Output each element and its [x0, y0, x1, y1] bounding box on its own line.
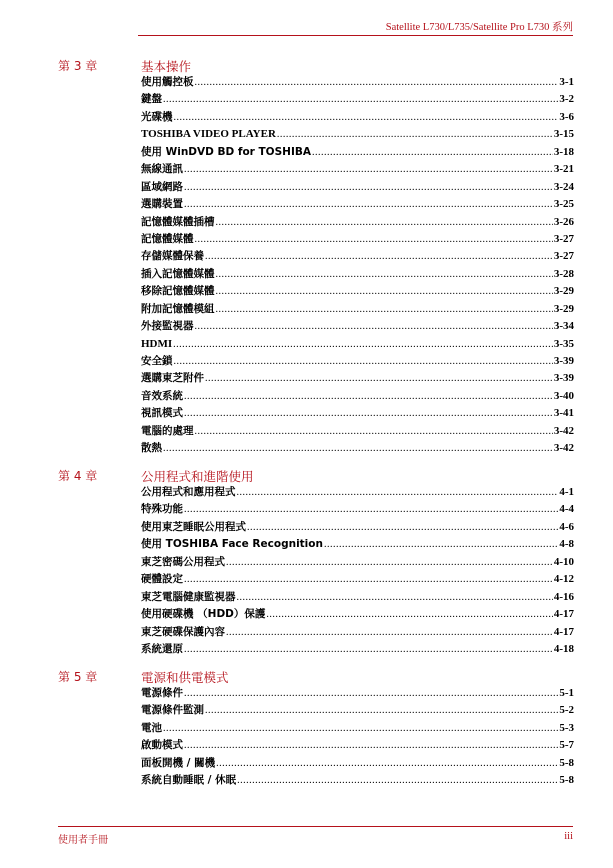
dot-leader	[184, 161, 553, 178]
toc-entry[interactable]	[141, 405, 574, 422]
dot-leader	[216, 755, 558, 772]
footer-manual-title: 使用者手冊	[58, 835, 108, 846]
toc-entry-page: 3-24	[553, 180, 574, 193]
toc-entry-label: 電源條件	[141, 687, 183, 699]
chapter-title[interactable]: 電源和供電模式	[141, 670, 229, 685]
toc-entry-label: 使用觸控板	[141, 76, 194, 88]
toc-entry-page: 3-40	[553, 389, 574, 402]
toc-entry-page: 4-8	[559, 538, 574, 551]
toc-entry-label: 散熱	[141, 442, 162, 455]
toc-entry-label: 啟動模式	[141, 739, 183, 752]
toc-entry-label: 電源條件監測	[141, 704, 204, 717]
toc-entry[interactable]	[141, 318, 574, 335]
dot-leader	[237, 484, 559, 501]
toc-entry-page: 3-42	[553, 442, 574, 455]
toc-entry-page: 4-1	[559, 486, 574, 498]
toc-entry-label: 附加記憶體模組	[141, 302, 215, 315]
toc-entry-page: 3-28	[553, 267, 574, 280]
toc-entry-label: 使用硬碟機 （HDD）保護	[141, 608, 266, 621]
toc-entry-page: 5-8	[559, 774, 574, 787]
toc-entry-label: 選購裝置	[141, 198, 183, 211]
toc-entry[interactable]	[141, 589, 574, 606]
toc-entry-label: 系統自動睡眠 / 休眠	[141, 774, 237, 787]
toc-entry[interactable]	[141, 641, 574, 658]
toc-entry[interactable]	[141, 702, 574, 719]
toc-entry[interactable]	[141, 144, 574, 161]
toc-entry[interactable]	[141, 720, 574, 737]
dot-leader	[216, 301, 553, 318]
toc-entry-label: 存儲媒體保養	[141, 250, 204, 263]
dot-leader	[312, 144, 553, 161]
toc-entry-page: 3-27	[553, 250, 574, 263]
dot-leader	[184, 179, 553, 196]
toc-entry[interactable]	[141, 283, 574, 300]
toc-entry-label: 選購東芝附件	[141, 372, 204, 385]
footer-divider	[58, 826, 573, 827]
toc-entry-page: 3-18	[553, 145, 574, 158]
toc-entry-label: 移除記憶體媒體	[141, 285, 215, 298]
toc-entry[interactable]	[141, 519, 574, 536]
toc-entry-label: 使用 WinDVD BD for TOSHIBA	[141, 145, 311, 158]
dot-leader	[195, 423, 553, 440]
dot-leader	[163, 440, 553, 457]
dot-leader	[184, 641, 553, 658]
toc-entry-label: 區域網路	[141, 180, 183, 193]
header-divider	[138, 35, 573, 36]
toc-entry-label: 電腦的處理	[141, 424, 194, 437]
toc-entry[interactable]	[141, 301, 574, 318]
toc-entry[interactable]	[141, 571, 574, 588]
toc-entry-label: 記憶體媒體	[141, 232, 194, 245]
toc-entry[interactable]	[141, 440, 574, 457]
toc-entry[interactable]	[141, 91, 574, 108]
dot-leader	[324, 536, 558, 553]
toc-entry-page: 5-1	[559, 687, 574, 699]
toc-entry[interactable]	[141, 266, 574, 283]
toc-entry[interactable]	[141, 554, 574, 571]
toc-entry-page: 3-35	[553, 337, 574, 350]
toc-entry[interactable]	[141, 755, 574, 772]
toc-entry[interactable]	[141, 606, 574, 623]
toc-entry[interactable]	[141, 353, 574, 370]
toc-entry[interactable]	[141, 196, 574, 213]
toc-entry[interactable]	[141, 685, 574, 702]
chapter-title[interactable]: 基本操作	[141, 59, 192, 74]
toc-entry-page: 5-2	[559, 704, 574, 717]
toc-entry-page: 3-41	[553, 407, 574, 420]
toc-entry-page: 4-17	[553, 625, 574, 638]
toc-entry-page: 4-18	[553, 642, 574, 655]
chapter-number: 第 3 章	[58, 59, 98, 73]
toc-entry-page: 3-6	[559, 110, 574, 123]
dot-leader	[184, 501, 558, 518]
dot-leader	[205, 370, 553, 387]
dot-leader	[277, 126, 553, 143]
toc-entry-label: 光碟機	[141, 110, 173, 123]
toc-entry[interactable]	[141, 423, 574, 440]
running-header: Satellite L730/L735/Satellite Pro L730 系列	[385, 22, 573, 33]
toc-entry-label: 面板開機 / 關機	[141, 756, 216, 769]
toc-entry-label: 視訊模式	[141, 407, 183, 420]
toc-entry-page: 4-10	[553, 555, 574, 568]
dot-leader	[226, 624, 553, 641]
toc-entry[interactable]	[141, 231, 574, 248]
toc-entry-page: 4-6	[559, 520, 574, 533]
toc-entry-page: 5-3	[559, 721, 574, 734]
toc-entry[interactable]	[141, 248, 574, 265]
dot-leader	[237, 772, 558, 789]
toc-entry-page: 5-8	[559, 756, 574, 769]
toc-entry-label: 安全鎖	[141, 355, 173, 367]
toc-entry-label: 東芝電腦健康監視器	[141, 590, 236, 603]
toc-entry-label: 插入記憶體媒體	[141, 267, 215, 280]
dot-leader	[195, 231, 553, 248]
toc-entry[interactable]	[141, 370, 574, 387]
toc-entry[interactable]	[141, 336, 574, 353]
dot-leader	[184, 388, 553, 405]
dot-leader	[266, 606, 552, 623]
toc-entry-page: 3-42	[553, 424, 574, 437]
toc-entry-page: 3-15	[553, 128, 574, 141]
toc-entry[interactable]	[141, 501, 574, 518]
toc-entry[interactable]	[141, 624, 574, 641]
dot-leader	[163, 720, 558, 737]
dot-leader	[195, 318, 553, 335]
dot-leader	[174, 353, 553, 370]
toc-entry-label: 東芝密碼公用程式	[141, 555, 225, 568]
dot-leader	[184, 196, 553, 213]
toc-entry-label: HDMI	[141, 337, 173, 350]
dot-leader	[174, 109, 559, 126]
dot-leader	[237, 589, 553, 606]
toc-entry-page: 4-12	[553, 573, 574, 586]
toc-entry[interactable]	[141, 388, 574, 405]
toc-entry-page: 4-16	[553, 590, 574, 603]
toc-entry[interactable]	[141, 737, 574, 754]
toc-entry-page: 3-21	[553, 163, 574, 176]
toc-entry-page: 3-39	[553, 355, 574, 367]
toc-entry-label: 音效系統	[141, 389, 183, 402]
toc-entry-page: 4-17	[553, 608, 574, 621]
toc-entry[interactable]	[141, 161, 574, 178]
toc-entry-label: 使用東芝睡眠公用程式	[141, 520, 246, 533]
toc-entry-page: 3-34	[553, 320, 574, 333]
toc-entry-label: 外接監視器	[141, 320, 194, 333]
toc-entry-page: 4-4	[559, 503, 574, 516]
toc-entry[interactable]	[141, 536, 574, 553]
dot-leader	[184, 405, 553, 422]
toc-entry-label: 公用程式和應用程式	[141, 486, 236, 498]
toc-entry-page: 5-7	[559, 739, 574, 752]
chapter-title[interactable]: 公用程式和進階使用	[141, 469, 254, 484]
toc-entry-label: TOSHIBA VIDEO PLAYER	[141, 128, 276, 141]
dot-leader	[173, 336, 553, 353]
toc-entry-label: 東芝硬碟保護內容	[141, 625, 225, 638]
toc-entry-label: 無線通訊	[141, 163, 183, 176]
toc-entry[interactable]	[141, 179, 574, 196]
dot-leader	[216, 266, 553, 283]
toc-entry[interactable]	[141, 109, 574, 126]
toc-entry-list	[141, 685, 574, 790]
dot-leader	[195, 74, 559, 91]
dot-leader	[247, 519, 558, 536]
toc-entry-page: 3-1	[559, 76, 574, 88]
toc-entry[interactable]	[141, 772, 574, 789]
toc-entry-page: 3-29	[553, 285, 574, 298]
toc-entry-label: 記憶體媒體插槽	[141, 215, 215, 228]
page-number: iii	[564, 831, 573, 842]
toc-entry[interactable]	[141, 214, 574, 231]
toc-entry-page: 3-39	[553, 372, 574, 385]
toc-entry[interactable]	[141, 484, 574, 501]
toc-entry-label: 使用 TOSHIBA Face Recognition	[141, 538, 323, 551]
dot-leader	[216, 283, 553, 300]
dot-leader	[184, 685, 558, 702]
toc-entry-label: 硬體設定	[141, 573, 183, 586]
toc-entry-label: 鍵盤	[141, 93, 162, 106]
toc-entry-list	[141, 484, 574, 658]
dot-leader	[184, 571, 553, 588]
dot-leader	[163, 91, 558, 108]
dot-leader	[226, 554, 553, 571]
toc-entry-label: 特殊功能	[141, 503, 183, 516]
toc-entry-page: 3-25	[553, 198, 574, 211]
toc-entry-page: 3-27	[553, 232, 574, 245]
chapter-number: 第 5 章	[58, 670, 98, 684]
dot-leader	[205, 248, 553, 265]
toc-entry-list	[141, 74, 574, 458]
dot-leader	[205, 702, 558, 719]
toc-entry-label: 系統還原	[141, 642, 183, 655]
dot-leader	[216, 214, 553, 231]
toc-entry-page: 3-2	[559, 93, 574, 106]
toc-entry-label: 電池	[141, 721, 162, 734]
toc-entry[interactable]	[141, 126, 574, 143]
toc-entry[interactable]	[141, 74, 574, 91]
dot-leader	[184, 737, 558, 754]
toc-entry-page: 3-26	[553, 215, 574, 228]
toc-entry-page: 3-29	[553, 302, 574, 315]
chapter-number: 第 4 章	[58, 469, 98, 483]
